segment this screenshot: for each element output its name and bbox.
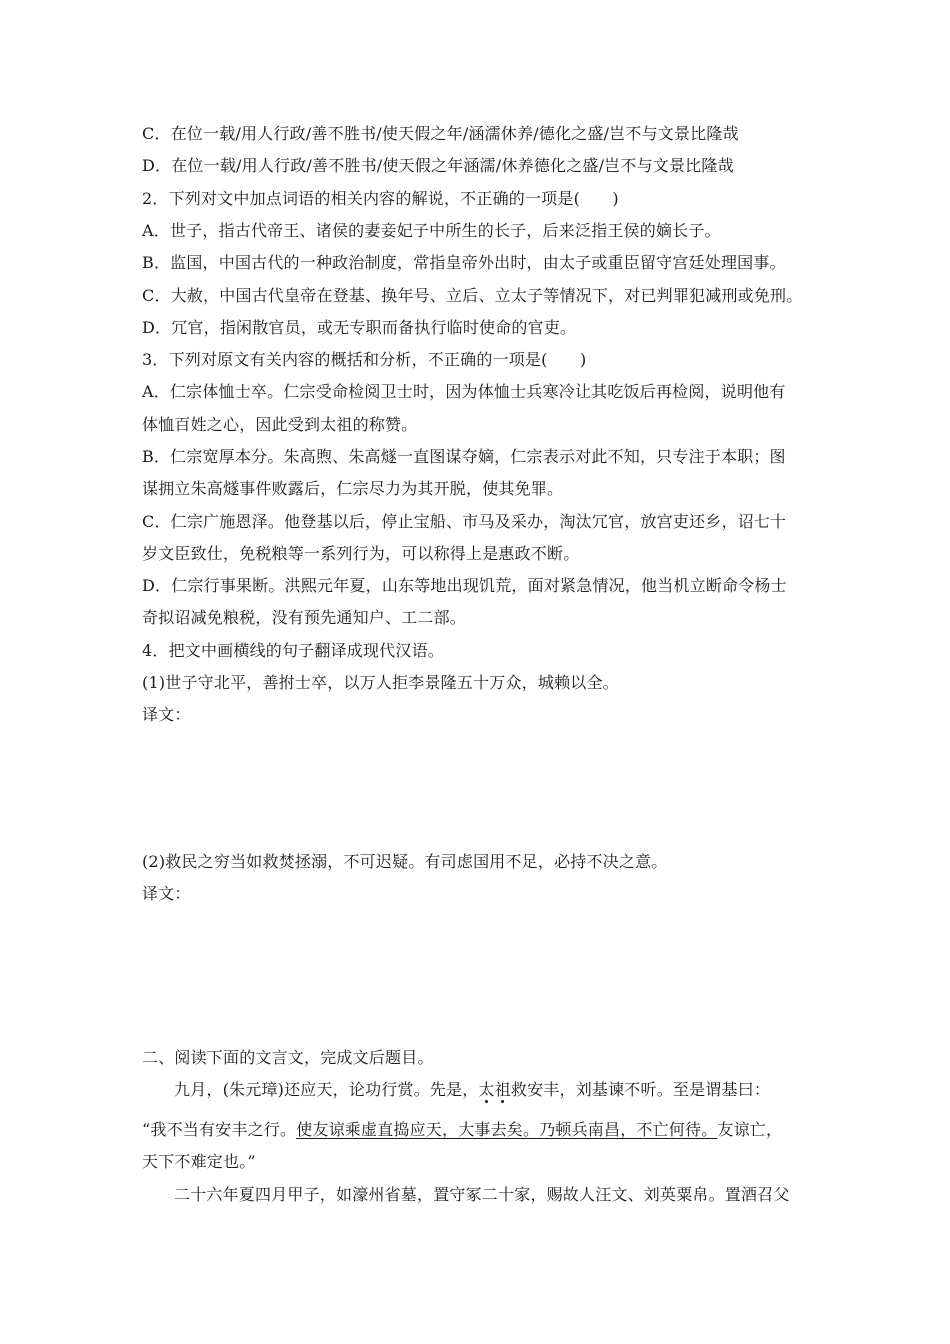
option-c-q1: C．在位一载/用人行政/善不胜书/使天假之年/涵濡休养/德化之盛/岂不与文景比隆哉 <box>142 124 739 143</box>
section-2-heading: 二、阅读下面的文言文，完成文后题目。 <box>142 1048 434 1067</box>
dotted-char: 太 <box>478 1080 495 1099</box>
q3-option-a-line2: 体恤百姓之心，因此受到太祖的称赞。 <box>142 415 418 434</box>
q4-sentence-1: (1)世子守北平，善拊士卒，以万人拒李景隆五十万众，城赖以全。 <box>142 673 619 692</box>
question-4-stem: 4．把文中画横线的句子翻译成现代汉语。 <box>142 641 444 660</box>
q2-option-d: D．冗官，指闲散官员，或无专职而备执行临时使命的官吏。 <box>142 318 577 337</box>
underlined-sentence: 使友谅乘虚直捣应天，大事去矣。乃顿兵南昌，不亡何待。 <box>296 1120 718 1139</box>
passage-text: 友谅亡， <box>717 1120 783 1139</box>
q3-option-a-line1: A．仁宗体恤士卒。仁宗受命检阅卫士时，因为体恤士兵寒冷让其吃饭后再检阅，说明他有 <box>142 382 786 401</box>
question-2-stem: 2．下列对文中加点词语的相关内容的解说，不正确的一项是( ) <box>142 189 619 208</box>
dotted-char: 祖 <box>494 1080 511 1099</box>
q2-option-c: C．大赦，中国古代皇帝在登基、换年号、立后、立太子等情况下，对已判罪犯减刑或免刑。 <box>142 286 803 305</box>
q3-option-b-line2: 谋拥立朱高燧事件败露后，仁宗尽力为其开脱，使其免罪。 <box>142 479 564 498</box>
q4-answer-label-1: 译文： <box>142 705 191 724</box>
q3-option-c-line1: C．仁宗广施恩泽。他登基以后，停止宝船、市马及采办，淘汰冗官，放宫吏还乡，诏七十 <box>142 512 787 531</box>
q4-answer-label-2: 译文： <box>142 884 191 903</box>
passage-line-2 <box>142 1120 822 1140</box>
q3-option-d-line1: D．仁宗行事果断。洪熙元年夏，山东等地出现饥荒，面对紧急情况，他当机立断命令杨士 <box>142 576 787 595</box>
passage-text: 救安丰，刘基谏不听。至是谓基曰： <box>510 1080 771 1099</box>
passage-line-4: 二十六年夏四月甲子，如濠州省墓，置守冢二十家，赐故人汪文、刘英粟帛。置酒召父 <box>174 1185 790 1204</box>
q3-option-c-line2: 岁文臣致仕，免税粮等一系列行为，可以称得上是惠政不断。 <box>142 544 580 563</box>
q2-option-a: A．世子，指古代帝王、诸侯的妻妾妃子中所生的长子，后来泛指王侯的嫡长子。 <box>142 221 721 240</box>
passage-line-1 <box>174 1080 822 1100</box>
passage-line-3: 天下不难定也。” <box>142 1152 256 1171</box>
question-3-stem: 3．下列对原文有关内容的概括和分析，不正确的一项是( ) <box>142 350 587 369</box>
q3-option-b-line1: B．仁宗宽厚本分。朱高煦、朱高燧一直图谋夺嫡，仁宗表示对此不知，只专注于本职；图 <box>142 447 786 466</box>
passage-text: 九月，(朱元璋)还应天，论功行赏。先是， <box>174 1080 479 1099</box>
passage-text: “我不当有安丰之行。 <box>142 1120 297 1139</box>
q3-option-d-line2: 奇拟诏减免粮税，没有预先通知户、工二部。 <box>142 608 467 627</box>
q4-sentence-2: (2)救民之穷当如救焚拯溺，不可迟疑。有司虑国用不足，必持不决之意。 <box>142 852 668 871</box>
option-d-q1: D．在位一载/用人行政/善不胜书/使天假之年涵濡/休养德化之盛/岂不与文景比隆哉 <box>142 156 734 175</box>
q2-option-b: B．监国，中国古代的一种政治制度，常指皇帝外出时，由太子或重臣留守宫廷处理国事。 <box>142 253 786 272</box>
